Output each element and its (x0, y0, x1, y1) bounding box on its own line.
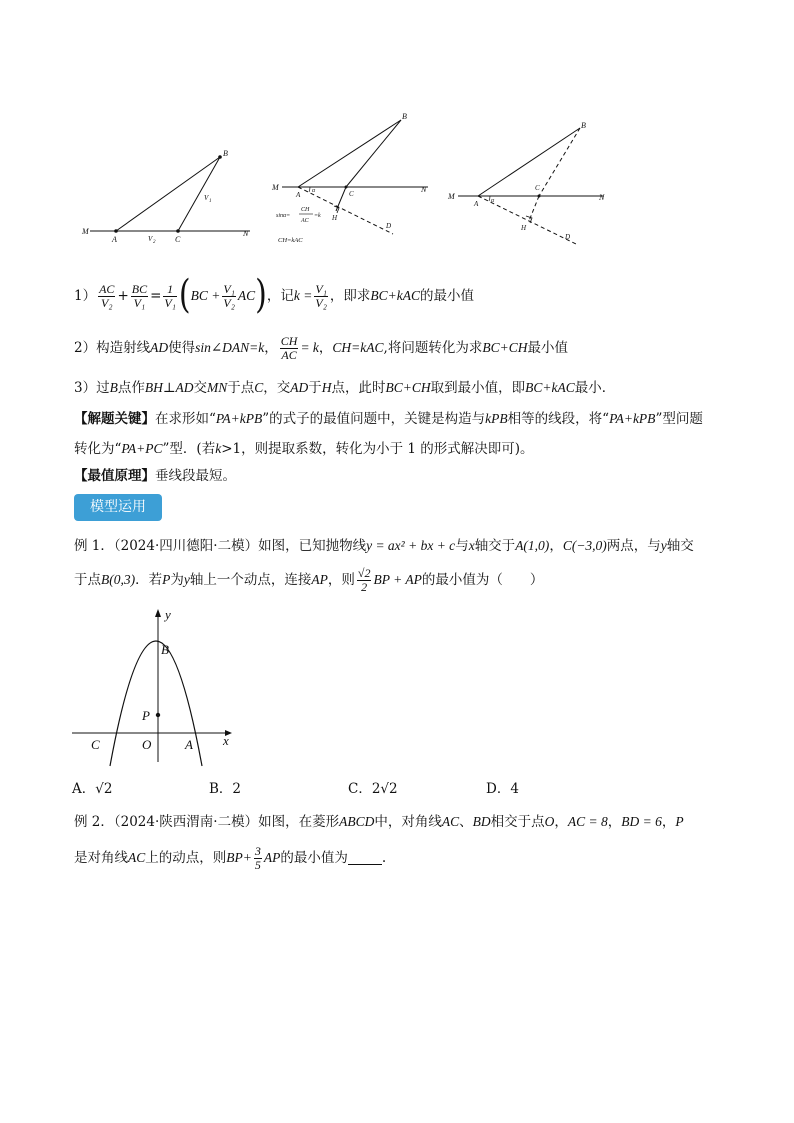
fig2-sin-label: sinα= (276, 213, 291, 219)
fig1-label-v2-sub: 2 (153, 240, 156, 245)
fig2-sin-num: CH (301, 207, 310, 213)
fig3-label-alpha: α (491, 198, 495, 204)
step-3: 3）过B点作BH⊥AD交MN于点C，交AD于H点，此时BC+CH取到最小值，即BC+kAC最小． (74, 380, 616, 396)
option-b[interactable]: B．2 (209, 781, 242, 797)
fig2-label-m: M (272, 183, 279, 192)
parabola-label-a: A (185, 737, 193, 752)
parabola-label-x: x (223, 733, 229, 748)
option-a[interactable]: A．√2 (72, 781, 113, 797)
key-point-line-2: 转化为“PA+PC”型．(若k>1，则提取系数，转化为小于 1 的形式解决即可)。 (74, 441, 534, 457)
parabola-label-o: O (142, 737, 152, 752)
fig1-label-v1-sub: 1 (209, 199, 212, 204)
frac-sqrt2-2: $\frac{√2}{2}$ (357, 565, 371, 594)
fig3-label-b: B (581, 121, 586, 130)
parabola-label-c: C (91, 737, 100, 752)
fig2-sin-eq: =k (314, 213, 321, 219)
key-point-label: 【解题关键】 (74, 411, 155, 427)
option-c[interactable]: C．2√2 (348, 781, 398, 797)
fig2-label-a: A (296, 191, 301, 199)
fig2-label-b: B (402, 112, 407, 121)
fig1-label-v1: V (204, 194, 209, 202)
fig2-label-n: N (421, 185, 427, 194)
fig3-label-m: M (448, 192, 455, 201)
fig1-label-a: A (112, 235, 117, 244)
frac-v1-v2: $\frac{\text{V₁}}{\text{V₂}}$ (223, 281, 235, 310)
example-2-line-2: 是对角线 AC 上的动点，则 BP+ $\frac{3}{5}$ AP 的最小值为 . (74, 843, 387, 872)
frac-bc-v1: $\frac{BC}{\text{V₁}}$ (131, 281, 148, 310)
fig2-label-alpha: α (312, 188, 316, 194)
example-1-line-1: 例 1．（2024·四川德阳·二模）如图，已知抛物线y = ax² + bx + c与x轴交于A(1,0)，C(−3,0)两点，与y轴交 (74, 538, 694, 554)
figure-2 (268, 110, 438, 248)
fig1-label-m: M (82, 227, 89, 236)
answer-blank[interactable] (348, 852, 382, 865)
fig1-label-c: C (175, 235, 181, 244)
step-1: 1） $\frac{AC}{\text{V₂}}$ + $\frac{BC}{\text{V₁}}$ = $\frac{1}{\text{V₁}}$ ( BC + $\frac{\text{V₁}}{\text{V₂}}$ AC ) ，记 k = $\frac{\text{V₁}}{\text{V₂}}$ ，即求 BC+kAC 的最小值 (74, 272, 474, 319)
parabola-label-p: P (142, 708, 150, 723)
fig3-label-a: A (474, 200, 479, 208)
frac-k: $\frac{\text{V₁}}{\text{V₂}}$ (315, 281, 327, 310)
fig2-ch-label: CH=kAC (278, 237, 303, 244)
example-2-line-1: 例 2．（2024·陕西渭南·二模）如图，在菱形ABCD中，对角线AC、BD相交于点O，AC = 8，BD = 6，P (74, 814, 684, 830)
parabola-figure (68, 606, 248, 768)
option-d[interactable]: D．4 (486, 781, 519, 797)
fig1-label-v2: V (148, 235, 153, 243)
step-1-num: 1） (74, 288, 97, 304)
fig3-label-c: C (535, 184, 540, 192)
fig2-label-d: D (386, 222, 392, 230)
fig1-label-n: N (243, 229, 249, 238)
frac-ch-ac: $\frac{CH}{AC}$ (280, 333, 298, 362)
step-2: 2）构造射线 AD 使得 sin∠DAN=k ， $\frac{CH}{AC}$ = k ， CH=kAC ,将问题转化为求 BC+CH 最小值 (74, 333, 568, 362)
frac-3-5: $\frac{3}{5}$ (254, 843, 261, 872)
frac-1-v1: $\frac{1}{\text{V₁}}$ (164, 281, 176, 310)
fig1-label-b: B (223, 149, 228, 158)
key-point-line-1: 【解题关键】在求形如“PA+kPB”的式子的最值问题中，关键是构造与kPB相等的线段，将“PA+kPB”型问题 (74, 411, 703, 427)
fig2-label-c: C (349, 190, 354, 198)
fig3-label-n: N (599, 193, 605, 202)
principle-line: 【最值原理】垂线段最短。 (74, 468, 236, 484)
paren-right: ) (255, 272, 267, 319)
frac-ac-v2: $\frac{AC}{\text{V₂}}$ (99, 281, 115, 310)
paren-left: ( (178, 272, 191, 319)
example-1-line-2: 于点 B(0,3) ．若 P 为 y 轴上一个动点，连接 AP ，则 $\frac{√2}{2}$ BP + AP 的最小值为（ ） (74, 565, 544, 594)
figure-1 (80, 148, 260, 248)
section-badge: 模型运用 (74, 494, 162, 521)
fig3-label-h: H (521, 224, 527, 232)
fig3-label-d: D (565, 233, 571, 241)
fig2-label-h: H (332, 214, 338, 222)
fig2-sin-den: AC (301, 218, 309, 224)
principle-label: 【最值原理】 (74, 468, 155, 484)
figure-3 (444, 118, 614, 248)
parabola-label-b: B (161, 642, 169, 657)
parabola-label-y: y (165, 607, 171, 622)
